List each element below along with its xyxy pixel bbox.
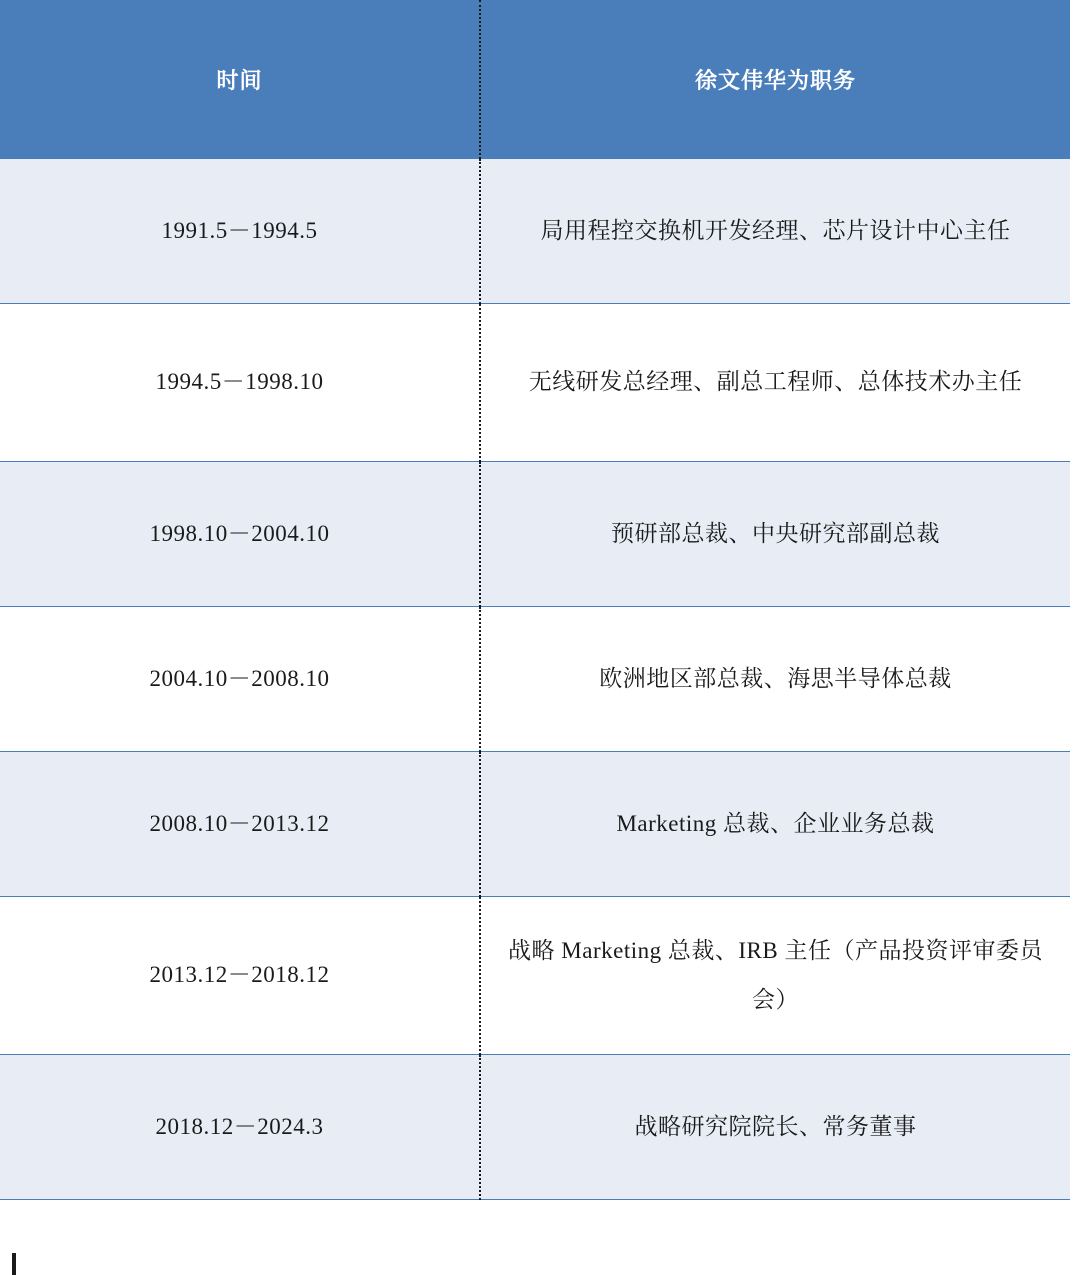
cell-time: 1991.5－1994.5 xyxy=(0,159,480,304)
cell-time: 2004.10－2008.10 xyxy=(0,607,480,752)
cell-time: 2008.10－2013.12 xyxy=(0,752,480,897)
table-row xyxy=(0,462,1070,607)
table-row xyxy=(0,607,1070,752)
table-row xyxy=(0,752,1070,897)
cell-time: 1998.10－2004.10 xyxy=(0,462,480,607)
table-row xyxy=(0,159,1070,304)
cell-role: 欧洲地区部总裁、海思半导体总裁 xyxy=(480,607,1070,752)
table-row xyxy=(0,304,1070,462)
cell-role: 战略 Marketing 总裁、IRB 主任（产品投资评审委员会） xyxy=(480,897,1070,1055)
table-header-row xyxy=(0,0,1070,159)
cell-time: 2018.12－2024.3 xyxy=(0,1055,480,1200)
column-header-time: 时间 xyxy=(0,0,480,159)
cell-time: 2013.12－2018.12 xyxy=(0,897,480,1055)
cell-time: 1994.5－1998.10 xyxy=(0,304,480,462)
cell-role: 局用程控交换机开发经理、芯片设计中心主任 xyxy=(480,159,1070,304)
table-header xyxy=(0,0,1070,159)
table-body xyxy=(0,159,1070,1200)
cell-role: Marketing 总裁、企业业务总裁 xyxy=(480,752,1070,897)
table-row xyxy=(0,897,1070,1055)
page-edge-marker xyxy=(12,1253,16,1275)
cell-role: 战略研究院院长、常务董事 xyxy=(480,1055,1070,1200)
table-row xyxy=(0,1055,1070,1200)
cell-role: 预研部总裁、中央研究部副总裁 xyxy=(480,462,1070,607)
column-header-role: 徐文伟华为职务 xyxy=(480,0,1070,159)
cell-role: 无线研发总经理、副总工程师、总体技术办主任 xyxy=(480,304,1070,462)
